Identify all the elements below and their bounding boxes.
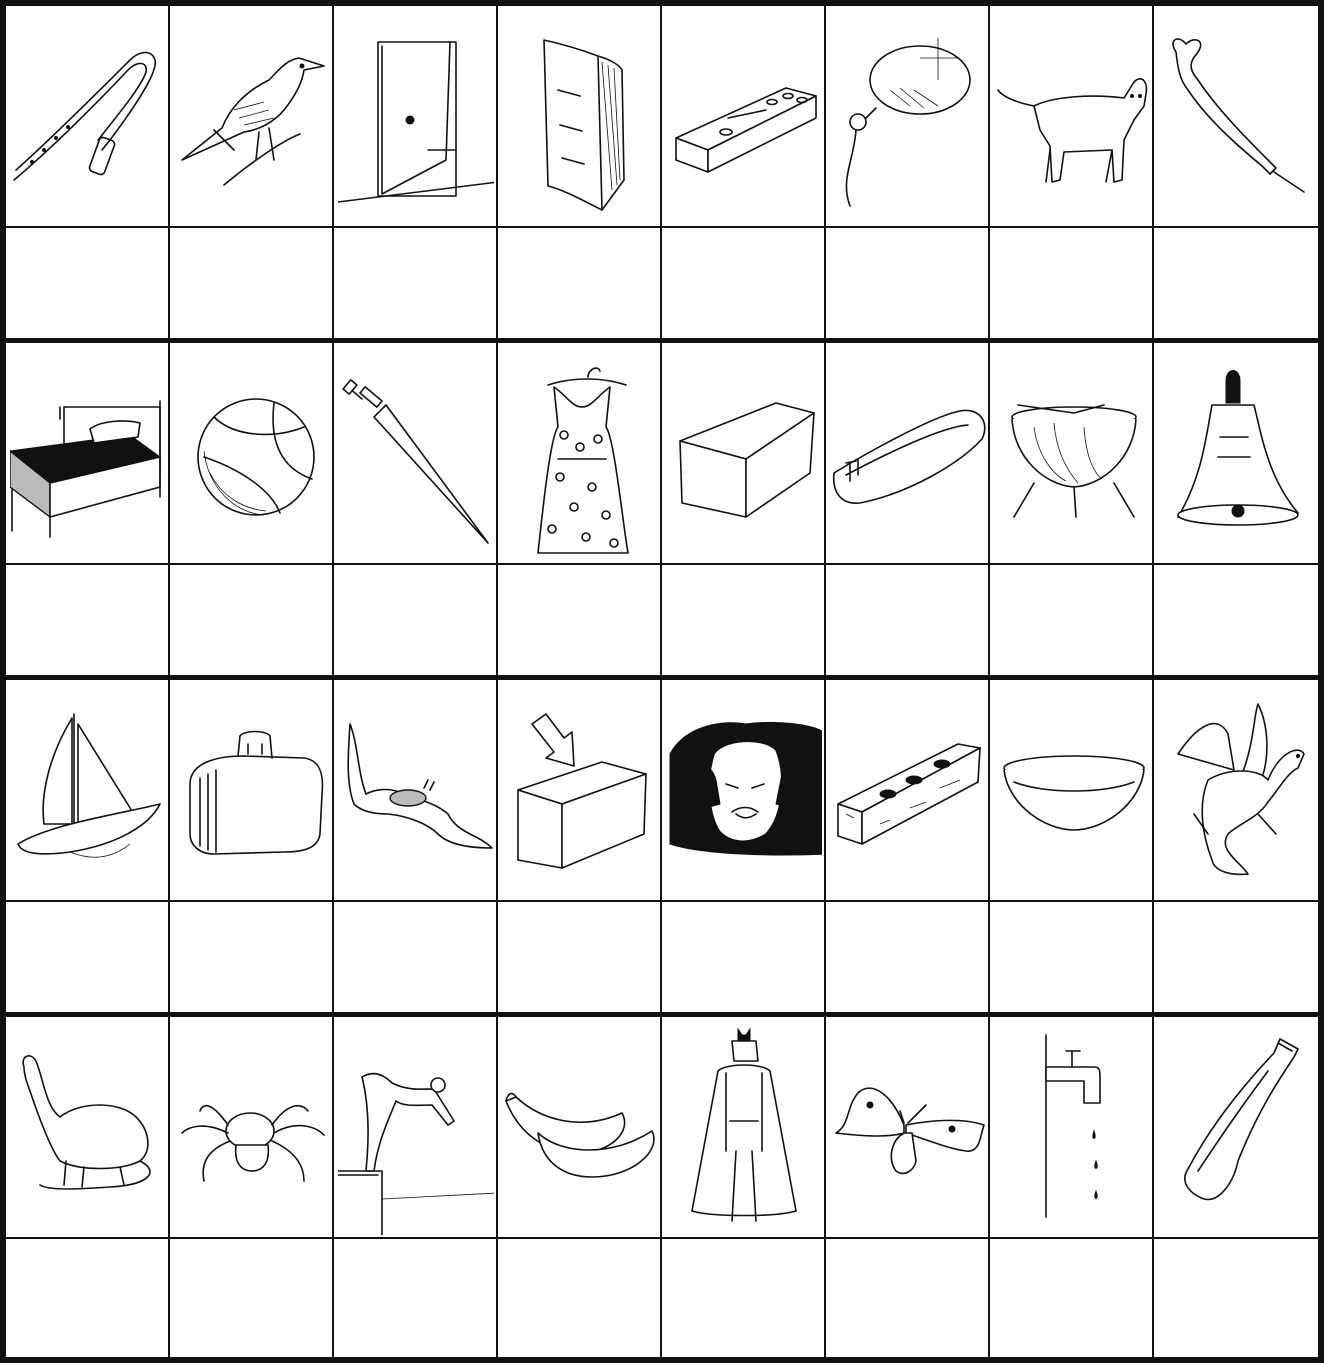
picture-cell: [170, 6, 334, 226]
picture-cell: [334, 343, 498, 563]
picture-cell: [990, 6, 1154, 226]
answer-box[interactable]: [1154, 228, 1318, 338]
sailboat-icon: [10, 684, 166, 898]
domino-icon: [666, 10, 822, 224]
picture-cell: [1154, 680, 1318, 900]
picture-cell: [1154, 343, 1318, 563]
diver-icon: [338, 1021, 494, 1235]
bowl-icon: [994, 684, 1150, 898]
answer-box[interactable]: [170, 565, 334, 675]
balloon-icon: [830, 10, 986, 224]
dress-icon: [502, 347, 658, 561]
answer-box[interactable]: [990, 1239, 1154, 1357]
answer-box[interactable]: [990, 902, 1154, 1012]
picture-cell: [170, 1017, 334, 1237]
box-icon: [666, 347, 822, 561]
picture-cell: [826, 6, 990, 226]
belt-icon: [10, 10, 166, 224]
answer-box[interactable]: [1154, 1239, 1318, 1357]
crying-child-icon: [666, 684, 822, 898]
dragon-icon: [1158, 684, 1314, 898]
picture-cell: [990, 1017, 1154, 1237]
answer-box[interactable]: [498, 1239, 662, 1357]
answer-box[interactable]: [334, 902, 498, 1012]
kettle-drum-icon: [994, 347, 1150, 561]
door-icon: [338, 10, 494, 224]
picture-cell: [6, 680, 170, 900]
picture-cell: [990, 343, 1154, 563]
picture-cell: [498, 6, 662, 226]
answer-box[interactable]: [334, 1239, 498, 1357]
answer-box[interactable]: [6, 1239, 170, 1357]
dagger-icon: [338, 347, 494, 561]
suitcase-icon: [174, 684, 330, 898]
picture-cell: [334, 680, 498, 900]
answer-box[interactable]: [170, 228, 334, 338]
answer-box[interactable]: [334, 565, 498, 675]
picture-cell: [826, 343, 990, 563]
answer-box[interactable]: [826, 565, 990, 675]
answer-box[interactable]: [498, 565, 662, 675]
answer-box[interactable]: [1154, 902, 1318, 1012]
picture-cell: [6, 1017, 170, 1237]
bottle-icon: [1158, 1021, 1314, 1235]
answer-box[interactable]: [826, 1239, 990, 1357]
picture-cell: [662, 1017, 826, 1237]
bell-icon: [1158, 347, 1314, 561]
butterfly-icon: [830, 1021, 986, 1235]
row-3: [6, 680, 1318, 1012]
row-1: [6, 6, 1318, 338]
picture-cell: [498, 680, 662, 900]
answer-box[interactable]: [498, 228, 662, 338]
answer-row: [6, 1239, 1318, 1357]
row-4: [6, 1017, 1318, 1357]
picture-cell: [498, 343, 662, 563]
answer-box[interactable]: [6, 902, 170, 1012]
answer-row: [6, 902, 1318, 1012]
ballot-box-icon: [502, 684, 658, 898]
brick-icon: [830, 684, 986, 898]
bat-icon: [338, 684, 494, 898]
answer-row: [6, 565, 1318, 675]
picture-row: [6, 680, 1318, 902]
picture-cell: [498, 1017, 662, 1237]
answer-box[interactable]: [990, 565, 1154, 675]
answer-box[interactable]: [6, 565, 170, 675]
picture-cell: [1154, 1017, 1318, 1237]
picture-cell: [6, 6, 170, 226]
picture-row: [6, 343, 1318, 565]
row-2: [6, 343, 1318, 675]
picture-cell: [6, 343, 170, 563]
book-icon: [502, 10, 658, 224]
answer-box[interactable]: [826, 228, 990, 338]
dog-icon: [994, 10, 1150, 224]
picture-cell: [662, 6, 826, 226]
answer-box[interactable]: [170, 902, 334, 1012]
picture-cell: [662, 680, 826, 900]
picture-row: [6, 6, 1318, 228]
dinosaur-icon: [10, 1021, 166, 1235]
answer-box[interactable]: [170, 1239, 334, 1357]
picture-cell: [826, 680, 990, 900]
volleyball-icon: [174, 347, 330, 561]
spider-icon: [174, 1021, 330, 1235]
dart-icon: [1158, 10, 1314, 224]
picture-cell: [170, 343, 334, 563]
answer-box[interactable]: [662, 902, 826, 1012]
answer-box[interactable]: [662, 228, 826, 338]
picture-cell: [826, 1017, 990, 1237]
answer-box[interactable]: [498, 902, 662, 1012]
answer-box[interactable]: [6, 228, 170, 338]
picture-cell: [334, 6, 498, 226]
picture-row: [6, 1017, 1318, 1239]
bird-icon: [174, 10, 330, 224]
answer-row: [6, 228, 1318, 338]
batman-icon: [666, 1021, 822, 1235]
dripping-tap-icon: [994, 1021, 1150, 1235]
picture-cell: [990, 680, 1154, 900]
bed-icon: [10, 347, 166, 561]
answer-box[interactable]: [334, 228, 498, 338]
answer-box[interactable]: [662, 565, 826, 675]
picture-cell: [334, 1017, 498, 1237]
picture-cell: [662, 343, 826, 563]
bananas-icon: [502, 1021, 658, 1235]
picture-cell: [1154, 6, 1318, 226]
answer-box[interactable]: [826, 902, 990, 1012]
answer-box[interactable]: [1154, 565, 1318, 675]
answer-box[interactable]: [662, 1239, 826, 1357]
picture-cell: [170, 680, 334, 900]
bathtub-icon: [830, 347, 986, 561]
answer-box[interactable]: [990, 228, 1154, 338]
